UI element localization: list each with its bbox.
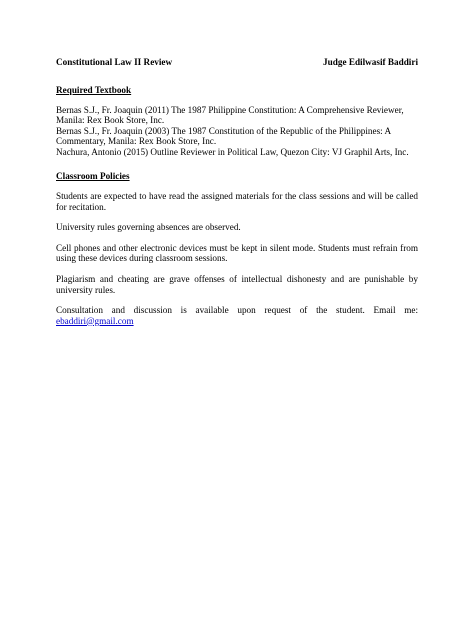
document-header	[56, 56, 418, 68]
consultation-note	[56, 305, 418, 326]
reference-item: Nachura, Antonio (2015) Outline Reviewer in Political Law, Quezon City: VJ Graphil Arts, Inc.	[56, 146, 409, 157]
textbook-section-title: Required Textbook	[56, 85, 132, 95]
instructor-name: Judge Edilwasif Baddiri	[323, 57, 418, 67]
policy-item: Cell phones and other electronic devices must be kept in silent mode. Students must refrain from using these devices during classroom sessions.	[56, 242, 418, 264]
document-page	[56, 56, 418, 326]
policy-item: University rules governing absences are observed.	[56, 222, 241, 233]
policy-item: Students are expected to have read the assigned materials for the class sessions and will be called for recitation.	[56, 191, 418, 212]
reference-item: Bernas S.J., Fr. Joaquin (2003) The 1987 Constitution of the Republic of the Philippines: A Commentary, Manila: Rex Book Store, Inc.	[56, 125, 391, 147]
course-title: Constitutional Law II Review	[56, 57, 173, 67]
textbook-references	[56, 105, 418, 157]
policies-section-title: Classroom Policies	[56, 171, 130, 182]
reference-item: Bernas S.J., Fr. Joaquin (2011) The 1987 Philippine Constitution: A Comprehensive Reviewer, Manila: Rex Book Store, Inc.	[56, 105, 404, 126]
email-link[interactable]: ebaddiri@gmail.com	[56, 315, 134, 326]
consultation-text: Consultation and discussion is available upon request of the student. Email me:	[56, 305, 418, 316]
policy-item: Plagiarism and cheating are grave offenses of intellectual dishonesty and are punishable by university rules.	[56, 274, 418, 295]
